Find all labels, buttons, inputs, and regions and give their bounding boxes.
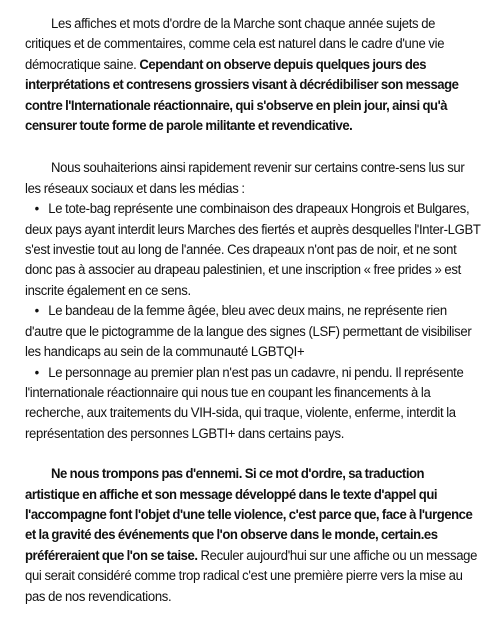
paragraph-conclusion <box>25 463 481 606</box>
clarifications-intro-text: Nous souhaiterions ainsi rapidement revenir sur certains contre-sens lus sur les réseaux sociaux et dans les médias : <box>25 159 465 196</box>
paragraph-intro-text: Les affiches et mots d'ordre de la Marche sont chaque année sujets de critiques et de commentaires, comme cela est naturel dans le cadre d'une vie démocratique saine. <box>25 15 445 72</box>
conclusion-text: Reculer aujourd'hui sur une affiche ou un message qui serait considéré comme trop radical c'est une première pierre vers la mise au pas de nos revendications. <box>25 546 478 604</box>
bullet-text: Le personnage au premier plan n'est pas un cadavre, ni pendu. Il représente l'internationale réactionnaire qui nous tue en coupant les financements à la recherche, aux traitements du VIH-sida, qui traque, violente, enferme, interdit la représentation des personnes LGBTI+ dans certains pays. <box>25 363 464 441</box>
bullet-marker: • <box>34 302 39 319</box>
paragraph-intro <box>25 13 481 135</box>
bullet-text: Le tote-bag représente une combinaison des drapeaux Hongrois et Bulgares, deux pays ayant interdit leurs Marches des fiertés et auprès desquelles l'Inter-LGBT s'est investie tout au long de l'année. Ces drapeaux n'ont pas de noir, et ne sont donc pas à associer au drapeau palestinien, et une inscription « free prides » est inscrite également en ce sens. <box>25 200 481 298</box>
bullet-item <box>25 198 481 300</box>
bullet-marker: • <box>34 363 39 380</box>
bullet-item <box>25 362 481 444</box>
bullet-marker: • <box>34 200 39 217</box>
bullet-item <box>25 300 481 361</box>
conclusion-bold-text: Ne nous trompons pas d'ennemi. Si ce mot d'ordre, sa traduction artistique en affiche et son message développé dans le texte d'appel qui l'accompagne font l'objet d'une telle violence, c'est parce que, face à l'urgence et la gravité des événements que l'on observe dans le monde, certain.es préféreraient que l'on se taise. <box>25 465 473 563</box>
paragraph-intro-bold-text: Cependant on observe depuis quelques jours des interprétations et contresens grossiers visant à décrédibiliser son message contre l'Internationale réactionnaire, qui s'observe en plein jour, ainsi qu'à censurer toute forme de parole militante et revendicative. <box>25 55 459 134</box>
bullet-text: Le bandeau de la femme âgée, bleu avec deux mains, ne représente rien d'autre que le pictogramme de la langue des signes (LSF) permettant de visibiliser les handicaps au sein de la communauté LGBTQI+ <box>25 302 472 360</box>
paragraph-clarifications <box>25 157 481 443</box>
